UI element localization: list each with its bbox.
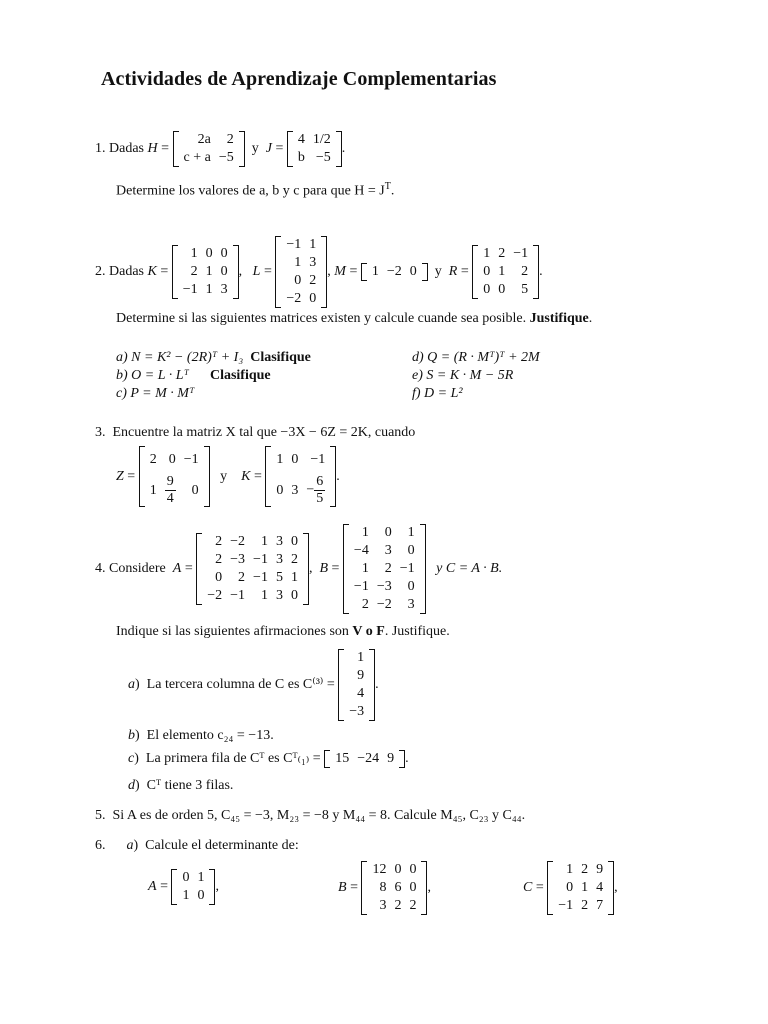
problem-text: Encuentre la matriz X tal que −3X − 6Z = 2K, cuando: [112, 425, 416, 440]
cell: 4: [596, 880, 604, 895]
item-text: e) S = K · M − 5R: [412, 368, 514, 383]
cell: 1: [581, 880, 589, 895]
item-b: [116, 369, 271, 383]
problem-number: 4.: [95, 561, 106, 576]
instruction-bold: Justifique: [529, 311, 589, 326]
cell: 2: [581, 898, 589, 913]
cell: 9: [357, 668, 365, 683]
cell-fraction: − $\frac{6}{5}$: [306, 474, 324, 506]
problem-2-instruction: Determine si las siguientes matrices existen y calcule cuande sea posible. Justifique.: [116, 311, 593, 326]
cell: −5: [315, 150, 331, 165]
cell: 7: [596, 898, 604, 913]
problem-3: [95, 426, 415, 440]
cell: 1: [290, 570, 298, 585]
problem-number: 1.: [95, 141, 106, 156]
cell: 8: [379, 880, 387, 895]
cell: 2: [521, 264, 529, 279]
item-text: f) D = L²: [412, 386, 463, 401]
cell: 2: [215, 534, 223, 549]
cell: 3: [407, 597, 415, 612]
problem-4: 4. Considere A = 2 −2 1 3 0 2 −3 −1 3 2 0 2 −1 5 1 −2 −1 1 3 0 , B = 1 0 1 −4 3 0 1 2 −1 −1 −3 0 2 −2 3 y C = A · B.: [95, 525, 503, 612]
item-text: a) N = K² − (2R)ᵀ + I₃: [116, 350, 244, 365]
cell: 6: [394, 880, 402, 895]
cell: −2: [286, 291, 302, 306]
det-B: B = 12 0 0 8 6 0 3 2 2 ,: [338, 862, 431, 913]
cell: 1: [361, 561, 369, 576]
problem-number: 6.: [95, 838, 106, 853]
cell: 1: [260, 588, 268, 603]
cell: 1: [276, 452, 284, 467]
row-CT1: [324, 750, 405, 768]
cell: 3: [220, 282, 228, 297]
cell: 2: [309, 273, 317, 288]
cell: 0: [309, 291, 317, 306]
item-text: El elemento c₂₄ = −13.: [146, 728, 274, 743]
cell: −1: [558, 898, 574, 913]
cell: 2: [149, 452, 157, 467]
det-A: A = 0 1 1 0 ,: [148, 870, 219, 903]
problem-number: 3.: [95, 425, 106, 440]
page-title: Actividades de Aprendizaje Complementarias: [101, 68, 497, 90]
item-a: [116, 351, 311, 365]
cell: 1: [498, 264, 506, 279]
problem-6: 6. a) Calcule el determinante de:: [95, 838, 299, 853]
cell: 1: [205, 282, 213, 297]
cell: b: [297, 150, 305, 165]
cell: 3: [291, 482, 299, 498]
problem-1-instruction: [116, 182, 394, 199]
cell: 0: [294, 273, 302, 288]
cell: −1: [253, 552, 268, 567]
matrix-J: [287, 131, 342, 167]
cell: −2: [207, 588, 223, 603]
cell: 5: [521, 282, 529, 297]
matrix-B6: [361, 861, 427, 915]
cell: 9: [596, 862, 604, 877]
cell: 1: [190, 246, 198, 261]
cell: 0: [191, 482, 199, 498]
cell: 1/2: [312, 132, 331, 147]
cell: 0: [566, 880, 574, 895]
matrix-K: [172, 245, 239, 299]
item-e: [412, 369, 513, 383]
cell-fraction: $\frac{9}{4}$: [166, 474, 174, 506]
cell: c + a: [183, 150, 211, 165]
cell: −1: [230, 588, 246, 603]
cell: −2: [386, 264, 402, 279]
cell: 15: [335, 751, 350, 766]
cell: 3: [379, 898, 387, 913]
problem-5: [95, 809, 525, 823]
cell: −1: [353, 579, 369, 594]
cell: 2: [215, 552, 223, 567]
cell: 1: [566, 862, 574, 877]
cell: 2: [290, 552, 298, 567]
item-d: [412, 351, 540, 365]
cell: 0: [290, 534, 298, 549]
cell: 4: [297, 132, 305, 147]
cell: 1: [197, 870, 205, 885]
cell: 1: [483, 246, 491, 261]
cell: 0: [384, 525, 392, 540]
instruction-text: Indique si las siguientes afirmaciones son: [116, 624, 349, 639]
cell: −5: [218, 150, 234, 165]
cell: 0: [291, 452, 299, 467]
cell: −1: [182, 282, 198, 297]
cell: 0: [220, 264, 228, 279]
cell: −1: [310, 452, 326, 467]
cell: −3: [376, 579, 392, 594]
instruction-end: . Justifique.: [384, 624, 450, 639]
item-text: Calcule el determinante de:: [145, 838, 299, 853]
cell: 0: [182, 870, 190, 885]
cell: 0: [407, 543, 415, 558]
cell: 0: [197, 888, 205, 903]
item-4d: d) Cᵀ tiene 3 filas.: [128, 778, 234, 793]
punctuation: .: [390, 183, 395, 199]
item-text: c) P = M · Mᵀ: [116, 386, 195, 401]
problem-2: 2. Dadas K = 1 0 0 2 1 0 −1 1 3 , L = −1 1 1 3 0 2 −2 0 , M = 1 −2 0 y R = 1 2 −1 0 1 2 0 0 5 .: [95, 237, 543, 306]
problem-number: 2.: [95, 264, 106, 279]
det-C: C = 1 2 9 0 1 4 −1 2 7 ,: [523, 862, 618, 913]
matrix-A6: [171, 869, 215, 905]
cell: 0: [483, 282, 491, 297]
problem-prefix: Dadas: [109, 141, 144, 156]
cell: 0: [409, 880, 417, 895]
cell: −4: [353, 543, 369, 558]
cell: 0: [290, 588, 298, 603]
cell: 0: [407, 579, 415, 594]
cell: 0: [205, 246, 213, 261]
item-c: [116, 387, 194, 401]
problem-prefix: Considere: [109, 561, 166, 576]
cell: −24: [357, 751, 380, 766]
matrix-C6: [547, 861, 614, 915]
problem-1: 1. Dadas H = 2a 2 c + a −5 y J = 4 1/2 b −5 .: [95, 132, 346, 165]
cell: 3: [275, 588, 283, 603]
instruction-text: Determine si las siguientes matrices existen y calcule cuande sea posible.: [116, 311, 527, 326]
cell: 2: [226, 132, 234, 147]
item-bold: Clasifique: [250, 350, 311, 365]
problem-prefix: Dadas: [109, 264, 144, 279]
cell: −1: [183, 452, 199, 467]
cell: 0: [220, 246, 228, 261]
cell: 2: [581, 862, 589, 877]
cell: 1: [149, 482, 157, 498]
item-f: [412, 387, 463, 401]
cell: 3: [275, 534, 283, 549]
matrix-Z: [139, 446, 210, 507]
item-text: Cᵀ tiene 3 filas.: [146, 778, 234, 793]
cell: 5: [275, 570, 283, 585]
cell: 1: [357, 650, 365, 665]
matrix-R: [472, 245, 539, 299]
cell: 3: [309, 255, 317, 270]
cell: −2: [376, 597, 392, 612]
item-text: La tercera columna de C es C⁽³⁾ =: [146, 677, 335, 692]
cell: 0: [276, 482, 284, 498]
item-text: b) O = L · Lᵀ: [116, 368, 189, 383]
cell: 2: [238, 570, 246, 585]
cell: 1: [309, 237, 317, 252]
cell: 0: [409, 862, 417, 877]
cell: 0: [483, 264, 491, 279]
cell: −2: [230, 534, 246, 549]
cell: 0: [394, 862, 402, 877]
cell: 1: [205, 264, 213, 279]
item-text: d) Q = (R · Mᵀ)ᵀ + 2M: [412, 350, 540, 365]
cell: −1: [253, 570, 268, 585]
cell: −3: [349, 704, 365, 719]
cell: 1: [371, 264, 379, 279]
cell: 2: [394, 898, 402, 913]
cell: 9: [387, 751, 395, 766]
superscript: T: [384, 181, 391, 192]
c-definition: y C = A · B.: [436, 561, 503, 576]
matrix-M: [361, 263, 428, 281]
item-bold: Clasifique: [209, 368, 271, 383]
cell: 1: [407, 525, 415, 540]
problem-4-instruction: [116, 625, 450, 639]
cell: 0: [168, 452, 176, 467]
cell: 3: [275, 552, 283, 567]
cell: 0: [409, 264, 417, 279]
cell: 3: [384, 543, 392, 558]
problem-text: Si A es de orden 5, C₄₅ = −3, M₂₃ = −8 y M₄₄ = 8. Calcule M₄₅, C₂₃ y C₄₄.: [112, 808, 526, 823]
cell: 1: [361, 525, 369, 540]
item-4b: b) El elemento c₂₄ = −13.: [128, 728, 274, 743]
cell: −1: [399, 561, 415, 576]
cell: 1: [182, 888, 190, 903]
item-letter: a: [128, 677, 135, 692]
item-text: La primera fila de Cᵀ es Cᵀ₍₁₎ =: [145, 751, 321, 766]
item-4c: c ) La primera fila de Cᵀ es Cᵀ₍₁₎ = 15 −24 9 .: [128, 751, 409, 766]
cell: 1: [260, 534, 268, 549]
cell: 4: [357, 686, 365, 701]
cell: 0: [215, 570, 223, 585]
matrix-L: [275, 236, 327, 308]
cell: 2: [409, 898, 417, 913]
item-4a: a ) La tercera columna de C es C⁽³⁾ = 1 9 4 −3 .: [128, 650, 379, 719]
cell: 2: [498, 246, 506, 261]
cell: 1: [294, 255, 302, 270]
cell: −1: [286, 237, 302, 252]
problem-number: 5.: [95, 808, 106, 823]
matrix-A: [196, 533, 309, 605]
cell: 2: [361, 597, 369, 612]
matrix-B: [343, 524, 426, 614]
cell: 0: [498, 282, 506, 297]
column-C3: [338, 649, 375, 721]
cell: 2a: [197, 132, 211, 147]
cell: 2: [384, 561, 392, 576]
matrix-H: [173, 131, 245, 167]
instruction-bold: V o F: [352, 624, 385, 639]
cell: −1: [513, 246, 529, 261]
cell: −3: [230, 552, 246, 567]
instruction-text: Determine los valores de a, b y c para que H = J: [116, 183, 385, 199]
problem-3-matrices: Z = 2 0 −1 1 $\frac{9}{4}$ 0 y K = 1 0 −1 0 3 − $\frac{6}{5}$ .: [116, 446, 340, 507]
cell: 12: [372, 862, 387, 877]
matrix-K3: [265, 446, 336, 507]
cell: 2: [190, 264, 198, 279]
